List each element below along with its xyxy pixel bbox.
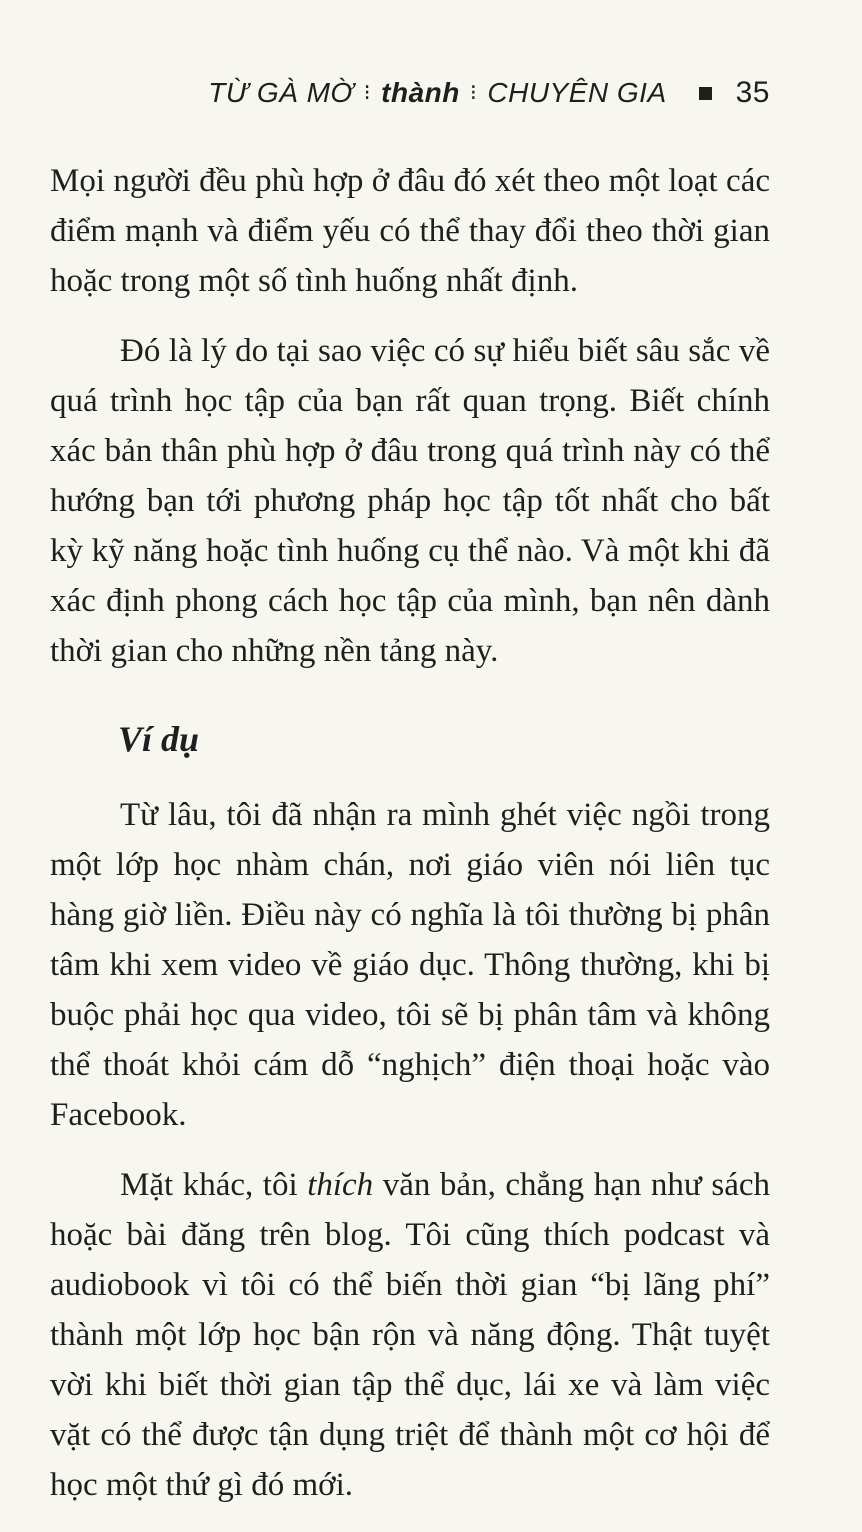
paragraph-4-start: Mặt khác, tôi bbox=[120, 1167, 308, 1203]
header-separator-icon: ⁝ bbox=[469, 80, 478, 105]
paragraph-4-end: văn bản, chẳng hạn như sách hoặc bài đăng trên blog. Tôi cũng thích podcast và audiobook vì tôi có thể biến thời gian “bị lãng phí” thành một lớp học bận rộn và năng động. Thật tuyệt vời khi biết thời gian tập thể dục, lái xe và làm việc vặt có thể được tận dụng triệt để thành một cơ hội để học một thứ gì đó mới. bbox=[50, 1167, 770, 1503]
running-header bbox=[208, 76, 770, 110]
paragraph-3: Từ lâu, tôi đã nhận ra mình ghét việc ngồi trong một lớp học nhàm chán, nơi giáo viên nói liên tục hàng giờ liền. Điều này có nghĩa là tôi thường bị phân tâm khi xem video về giáo dục. Thông thường, khi bị buộc phải học qua video, tôi sẽ bị phân tâm và không thể thoát khỏi cám dỗ “nghịch” điện thoại hoặc vào Facebook. bbox=[50, 797, 770, 1133]
header-part-3: CHUYÊN GIA bbox=[487, 77, 667, 108]
page-body bbox=[50, 156, 770, 1510]
header-separator-icon: ⁝ bbox=[363, 80, 372, 105]
header-part-1: TỪ GÀ MỜ bbox=[208, 77, 354, 108]
square-bullet-icon bbox=[699, 87, 712, 100]
paragraph-1: Mọi người đều phù hợp ở đâu đó xét theo một loạt các điểm mạnh và điểm yếu có thể thay đổi theo thời gian hoặc trong một số tình huống nhất định. bbox=[50, 163, 770, 299]
header-part-2: thành bbox=[381, 77, 460, 108]
paragraph-2: Đó là lý do tại sao việc có sự hiểu biết sâu sắc về quá trình học tập của bạn rất quan trọng. Biết chính xác bản thân phù hợp ở đâu trong quá trình này có thể hướng bạn tới phương pháp học tập tốt nhất cho bất kỳ kỹ năng hoặc tình huống cụ thể nào. Và một khi đã xác định phong cách học tập của mình, bạn nên dành thời gian cho những nền tảng này. bbox=[50, 333, 770, 669]
section-heading: Ví dụ bbox=[118, 719, 200, 759]
paragraph-4 bbox=[50, 1160, 770, 1510]
page-number: 35 bbox=[735, 76, 770, 109]
paragraph-4-emphasis: thích bbox=[307, 1167, 374, 1203]
